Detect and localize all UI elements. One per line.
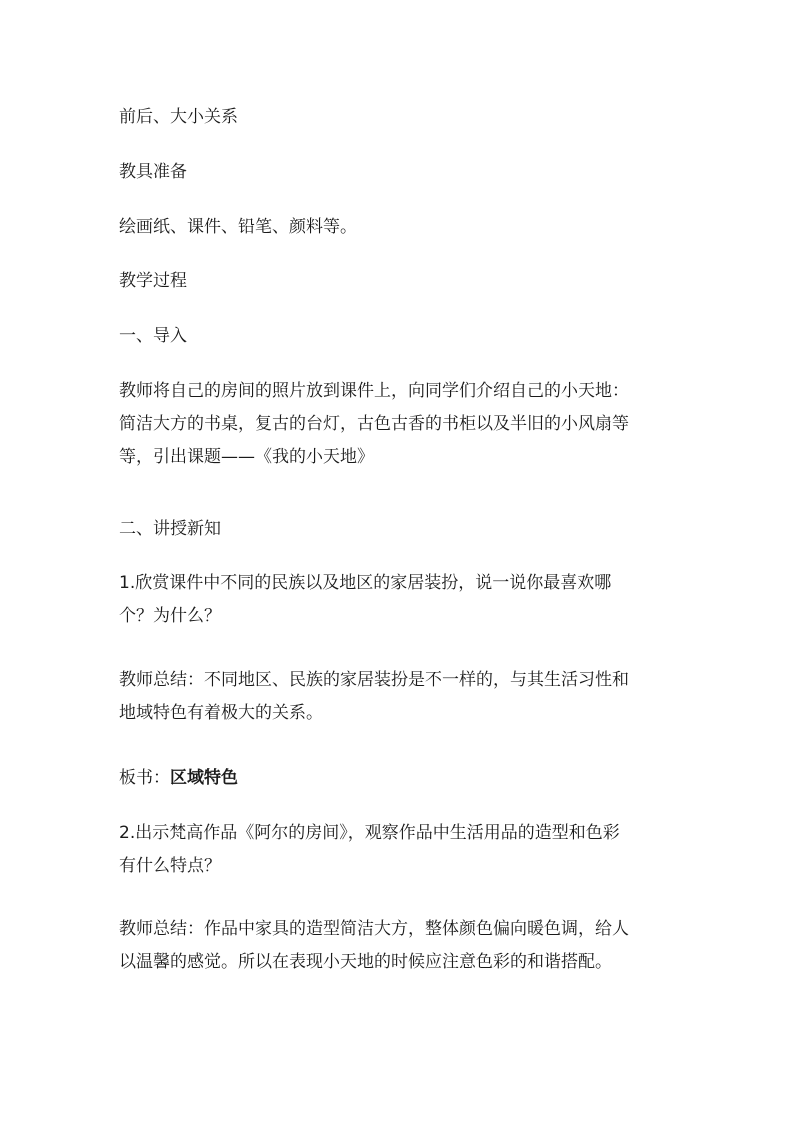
text-teaching-tools: 绘画纸、课件、铅笔、颜料等。	[119, 217, 357, 237]
section-title-new-knowledge: 二、讲授新知	[119, 519, 221, 539]
section-title-introduction: 一、导入	[119, 326, 187, 346]
paragraph-line: 简洁大方的书桌，复古的台灯，古色古香的书柜以及半旧的小风扇等	[119, 414, 629, 434]
text-line-relationship: 前后、大小关系	[119, 107, 238, 127]
paragraph-line: 教师将自己的房间的照片放到课件上，向同学们介绍自己的小天地：	[119, 381, 629, 401]
paragraph-summary-1	[119, 664, 679, 730]
board-label: 板书：	[119, 768, 170, 788]
heading-teaching-process: 教学过程	[119, 271, 187, 291]
paragraph-item-2	[119, 817, 679, 883]
paragraph-line: 2.出示梵高作品《阿尔的房间》，观察作品中生活用品的造型和色彩	[119, 823, 620, 843]
paragraph-line: 以温馨的感觉。所以在表现小天地的时候应注意色彩的和谐搭配。	[119, 952, 612, 972]
paragraph-line: 教师总结：作品中家具的造型简洁大方，整体颜色偏向暖色调，给人	[119, 919, 629, 939]
paragraph-summary-2	[119, 913, 679, 979]
board-value: 区域特色	[170, 768, 238, 788]
paragraph-line: 等，引出课题——《我的小天地》	[119, 447, 374, 467]
paragraph-item-1	[119, 567, 679, 633]
heading-teaching-tools: 教具准备	[119, 162, 187, 182]
paragraph-line: 有什么特点？	[119, 856, 221, 876]
board-note	[119, 762, 679, 795]
paragraph-line: 1.欣赏课件中不同的民族以及地区的家居装扮，说一说你最喜欢哪	[119, 573, 612, 593]
paragraph-line: 个？为什么？	[119, 606, 221, 626]
paragraph-line: 地域特色有着极大的关系。	[119, 703, 323, 723]
paragraph-introduction	[119, 375, 679, 474]
paragraph-line: 教师总结：不同地区、民族的家居装扮是不一样的，与其生活习性和	[119, 670, 629, 690]
